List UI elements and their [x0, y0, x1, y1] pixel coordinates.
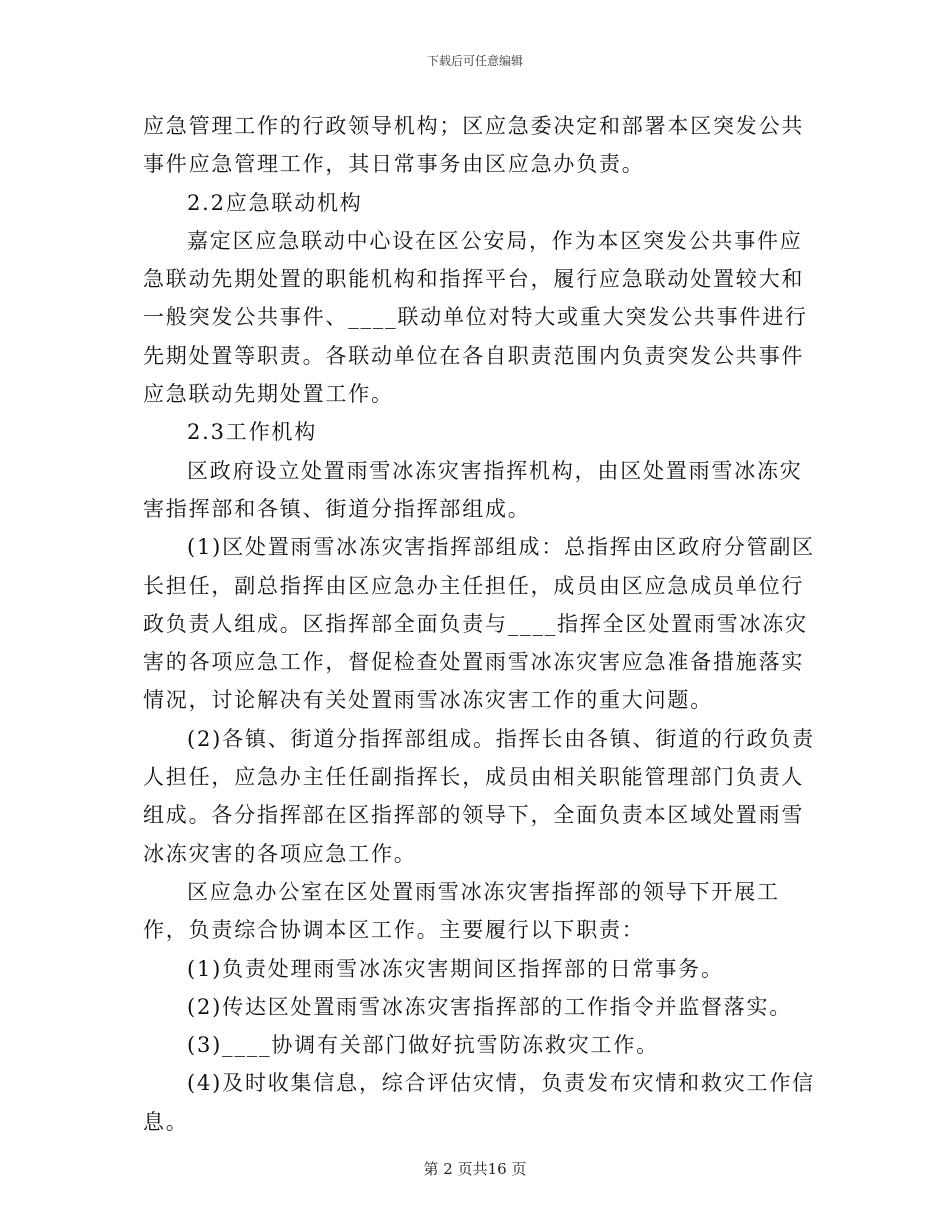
- paragraph: 区政府设立处置雨雪冰冻灾害指挥机构，由区处置雨雪冰冻灾害指挥部和各镇、街道分指挥部组成。: [143, 458, 803, 521]
- footer-prefix: 第: [423, 1160, 439, 1178]
- list-item: (1)负责处理雨雪冰冻灾害期间区指挥部的日常事务。: [187, 956, 724, 981]
- page-header: 下载后可任意编辑: [426, 54, 523, 68]
- current-page-number: 2: [443, 1160, 453, 1178]
- paragraph: 应急管理工作的行政领导机构；区应急委决定和部署本区突发公共事件应急管理工作，其日常事务由区应急办负责。: [143, 114, 805, 177]
- paragraph: 嘉定区应急联动中心设在区公安局，作为本区突发公共事件应急联动先期处置的职能机构和指挥平台，履行应急联动处置较大和一般突发公共事件、____联动单位对特大或重大突发公共事件进行先期处置等职责。各联动单位在各自职责范围内负责突发公共事件应急联动先期处置工作。: [143, 228, 808, 407]
- paragraph: 区应急办公室在区处置雨雪冰冻灾害指挥部的领导下开展工作，负责综合协调本区工作。主要履行以下职责：: [143, 879, 780, 943]
- list-item: (3)____协调有关部门做好抗雪防冻救灾工作。: [187, 1033, 659, 1058]
- list-item: (2)传达区处置雨雪冰冻灾害指挥部的工作指令并监督落实。: [187, 994, 793, 1019]
- document-body: [143, 107, 823, 1141]
- footer-middle: 页共: [457, 1160, 488, 1178]
- page-footer: [0, 1158, 950, 1179]
- section-heading: 2.2应急联动机构: [187, 190, 363, 215]
- section-heading: 2.3工作机构: [187, 420, 317, 445]
- footer-suffix: 页: [511, 1160, 527, 1178]
- total-pages-number: 16: [487, 1160, 507, 1178]
- list-item: (2)各镇、街道分指挥部组成。指挥长由各镇、街道的行政负责人担任，应急办主任任副指挥长，成员由相关职能管理部门负责人组成。各分指挥部在区指挥部的领导下，全面负责本区域处置雨雪冰冻灾害的各项应急工作。: [143, 726, 815, 866]
- list-item: (4)及时收集信息，综合评估灾情，负责发布灾情和救灾工作信息。: [143, 1071, 815, 1134]
- list-item: (1)区处置雨雪冰冻灾害指挥部组成：总指挥由区政府分管副区长担任，副总指挥由区应急办主任担任，成员由区应急成员单位行政负责人组成。区指挥部全面负责与____指挥全区处置雨雪冰冻灾害的各项应急工作，督促检查处置雨雪冰冻灾害应急准备措施落实情况，讨论解决有关处置雨雪冰冻灾害工作的重大问题。: [143, 535, 815, 713]
